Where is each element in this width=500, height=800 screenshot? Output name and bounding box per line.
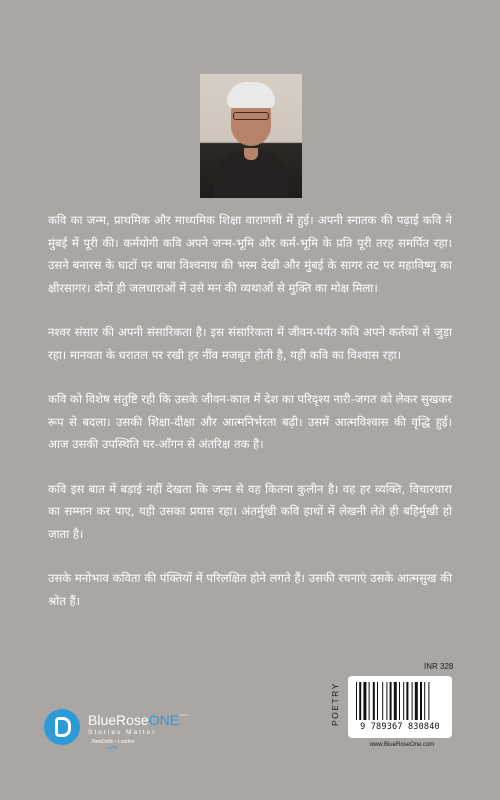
barcode (348, 676, 452, 738)
blurb-paragraph-3: कवि को विशेष संतुष्टि रही कि उसके जीवन-काल में देश का परिदृश्य नारी-जगत को लेकर सुखकर रूप से बदला। उसकी शिक्षा-दीक्षा और आत्मनिर्भरता बढ़ी। उसमें आत्मविश्वास की वृद्धि हुई। आज उसकी उपस्थिति घर-आँगन से अंतरिक्ष तक है। (48, 392, 452, 451)
blurb-text (48, 209, 452, 634)
publisher-name (88, 712, 188, 728)
publisher-tagline: Stories Matter (88, 729, 157, 736)
publisher-name-suffix: .com (179, 712, 188, 717)
publisher-cities: NewDelhi • London (92, 739, 135, 745)
barcode-bar (420, 682, 422, 720)
barcode-bar (363, 682, 366, 720)
barcode-bar (377, 682, 378, 720)
publisher-website: www.BlueRoseOne.com (369, 742, 435, 748)
barcode-bar (382, 682, 383, 720)
barcode-bar (386, 682, 387, 720)
publisher-name-main: BlueRose (88, 712, 149, 728)
barcode-bar (373, 682, 375, 720)
publisher-uae: UAE (108, 745, 118, 750)
publisher-name-accent: ONE (148, 712, 180, 728)
price-label: INR 328 (424, 662, 454, 671)
author-photo (200, 74, 302, 198)
barcode-bar (356, 682, 357, 720)
blurb-paragraph-5: उसके मनोभाव कविता की पंक्तियों में परिलक्षित होने लगते हैं। उसकी रचनाएं उसके आत्मसुख की श्रोत हैं। (48, 571, 452, 608)
publisher-logo-icon (44, 709, 80, 745)
publisher-brand (88, 712, 188, 750)
barcode-bar (406, 682, 408, 720)
barcode-bar (412, 682, 413, 720)
barcode-bar (369, 682, 370, 720)
blurb-paragraph-2: नश्वर संसार की अपनी संसारिकता है। इस संसारिकता में जीवन-पर्यंत कवि अपने कर्तव्यों से जुड़ा रहा। मानवता के धरातल पर रखी हर नींव मजबूत होती है, यही कवि का विश्वास रहा। (48, 325, 452, 362)
barcode-bar (399, 682, 400, 720)
barcode-bar (415, 682, 418, 720)
isbn-number: 9 789367 830840 (360, 722, 440, 732)
barcode-bar (428, 682, 429, 720)
barcode-bar (394, 682, 397, 720)
blurb-paragraph-4: कवि इस बात में बड़ाई नहीं देखता कि जन्म से वह कितना कुलीन है। वह हर व्यक्ति, विचारधारा का सम्मान कर पाए, यही उसका प्रयास रहा। अंतर्मुखी कवि हाथों में लेखनी लेते ही बहिर्मुखी हो जाता है। (48, 481, 452, 541)
barcode-bar (403, 682, 404, 720)
barcode-bar (390, 682, 392, 720)
genre-label: POETRY (330, 682, 340, 726)
barcode-bar (424, 682, 425, 720)
blurb-paragraph-1: कवि का जन्म, प्राथमिक और माध्यमिक शिक्षा वाराणसी में हुई। अपनी स्नातक की पढ़ाई कवि ने मुंबई में पूरी की। कर्मयोगी कवि अपने जन्म-भूमि और कर्म-भूमि के प्रति पूरी तरह समर्पित रहा। उसने बनारस के घाटों पर बाबा विश्वनाथ की भस्म देखी और मुंबई के सागर तट पर महाविष्णु का क्षीरसागर। दोनों ही जलधाराओं में उसे मन की व्यथाओं से मुक्ति का मोक्ष मिला। (48, 213, 452, 295)
barcode-bar (359, 682, 361, 720)
barcode-bars (356, 682, 444, 720)
